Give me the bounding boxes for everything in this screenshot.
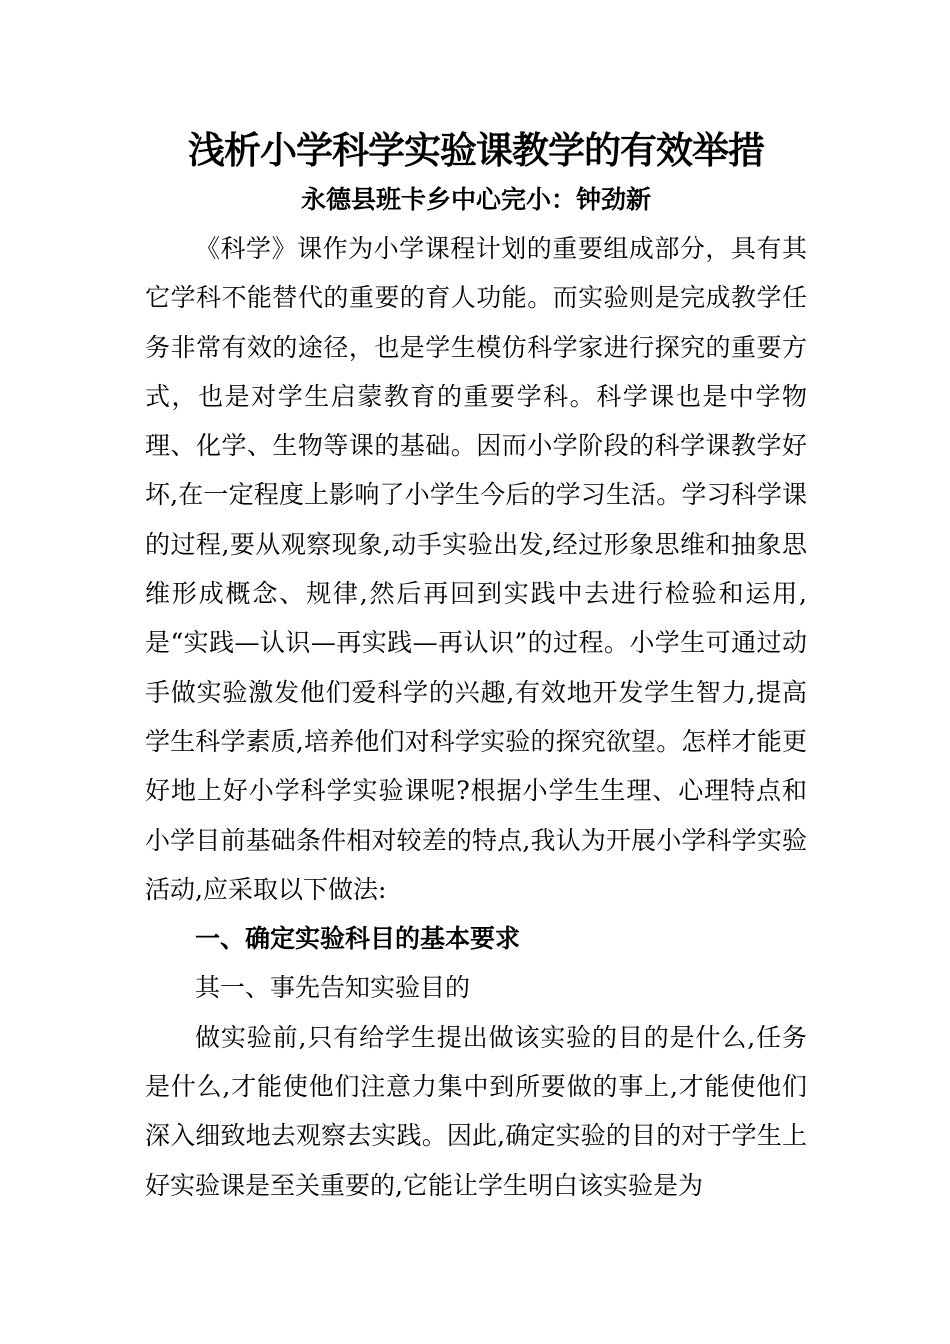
document-page	[145, 120, 807, 1210]
section-heading: 一、确定实验科目的基本要求	[195, 924, 521, 954]
document-title: 浅析小学科学实验课教学的有效举措	[188, 128, 764, 172]
section-paragraph: 做实验前,只有给学生提出做该实验的目的是什么,任务是什么,才能使他们注意力集中到所要做的事上,才能使他们深入细致地去观察去实践。因此,确定实验的目的对于学生上好实验课是至关重要的,它能让学生明白该实验是为	[145, 1022, 807, 1200]
intro-paragraph: 《科学》课作为小学课程计划的重要组成部分，具有其它学科不能替代的重要的育人功能。而实验则是完成教学任务非常有效的途径，也是学生模仿科学家进行探究的重要方式，也是对学生启蒙教育的重要学科。科学课也是中学物理、化学、生物等课的基础。因而小学阶段的科学课教学好坏,在一定程度上影响了小学生今后的学习生活。学习科学课的过程,要从观察现象,动手实验出发,经过形象思维和抽象思维形成概念、规律,然后再回到实践中去进行检验和运用,是“实践—认识—再实践—再认识”的过程。小学生可通过动手做实验激发他们爱科学的兴趣,有效地开发学生智力,提高学生科学素质,培养他们对科学实验的探究欲望。怎样才能更好地上好小学科学实验课呢?根据小学生生理、心理特点和小学目前基础条件相对较差的特点,我认为开展小学科学实验活动,应采取以下做法:	[145, 234, 807, 904]
author-line: 永德县班卡乡中心完小：钟劲新	[300, 185, 651, 214]
section-subheading: 其一、事先告知实验目的	[195, 973, 471, 1003]
